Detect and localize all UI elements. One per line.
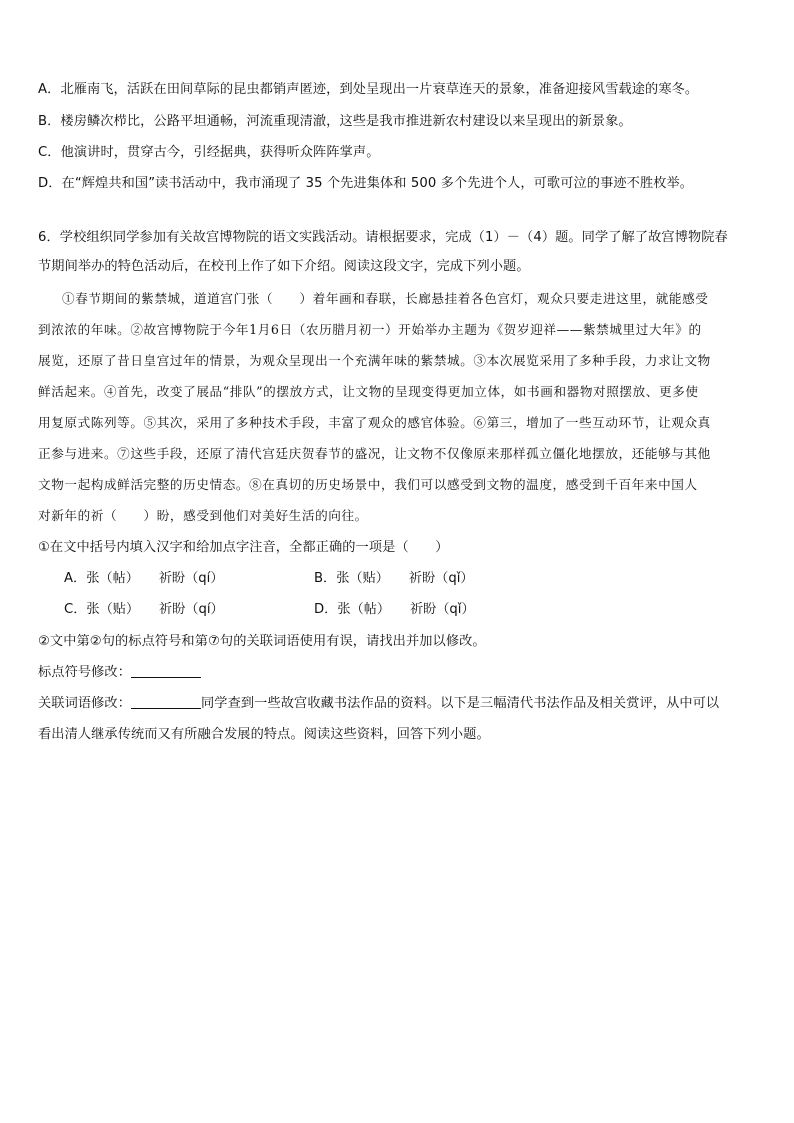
- punctuation-answer-row: [38, 663, 756, 683]
- sub2-question: ②文中第②句的标点符号和第⑦句的关联词语使用有误，请找出并加以修改。: [38, 634, 486, 649]
- continuation-line: 看出清人继承传统而又有所融合发展的特点。阅读这些资料，回答下列小题。: [38, 727, 490, 742]
- q5-option-a: A．北雁南飞，活跃在田间草际的昆虫都销声匿迹，到处呈现出一片衰草连天的景象，准备迎接风雪载途的寒冬。: [38, 82, 699, 97]
- passage-line: 展览，还原了昔日皇宫过年的情景，为观众呈现出一个充满年味的紫禁城。③本次展览采用了多种手段，力求让文物: [38, 353, 711, 368]
- passage-line: ①春节期间的紫禁城，道道宫门张（ ）着年画和春联，长廊悬挂着各色宫灯，观众只要走进这里，就能感受: [62, 291, 709, 306]
- continuation-text: 同学查到一些故宫收藏书法作品的资料。以下是三幅清代书法作品及相关赏评，从中可以: [201, 696, 720, 711]
- conjunction-answer-blank[interactable]: [131, 694, 201, 709]
- sub1-option-a: A．张（帖） 祈盼（qí）: [64, 571, 224, 586]
- passage-line: 正参与进来。⑦这些手段，还原了清代宫廷庆贺春节的盛况，让文物不仅像原来那样孤立僵化地摆放，还能够与其他: [38, 446, 711, 461]
- sub1-option-b: B．张（贴） 祈盼（qǐ）: [314, 571, 474, 586]
- q5-option-c: C．他演讲时，贯穿古今，引经据典，获得听众阵阵掌声。: [38, 145, 380, 160]
- q6-intro-line: 6．学校组织同学参加有关故宫博物院的语文实践活动。请根据要求，完成（1）－（4）题。同学了解了故宫博物院春: [38, 230, 728, 245]
- passage-line: 用复原式陈列等。⑤其次，采用了多种技术手段，丰富了观众的感官体验。⑥第三，增加了一些互动环节，让观众真: [38, 415, 711, 430]
- q5-option-b: B．楼房鳞次栉比，公路平坦通畅，河流重现清澈，这些是我市推进新农村建设以来呈现出的新景象。: [38, 114, 632, 129]
- passage-line: 对新年的祈（ ）盼，感受到他们对美好生活的向往。: [38, 508, 368, 523]
- passage-line: 文物一起构成鲜活完整的历史情态。⑧在真切的历史场景中，我们可以感受到文物的温度，感受到千百年来中国人: [38, 477, 698, 492]
- sub1-option-c: C．张（贴） 祈盼（qí）: [64, 602, 224, 617]
- punctuation-label: 标点符号修改：: [38, 665, 132, 680]
- sub1-option-d: D．张（帖） 祈盼（qǐ）: [314, 602, 475, 617]
- passage-line: 到浓浓的年味。②故宫博物院于今年1月6日（农历腊月初一）开始举办主题为《贺岁迎祥——紫禁城里过大年》的: [38, 322, 702, 337]
- conjunction-label: 关联词语修改：: [38, 696, 132, 711]
- q5-option-d: D．在“辉煌共和国”读书活动中，我市涌现了 35 个先进集体和 500 多个先进个人，可歌可泣的事迹不胜枚举。: [38, 176, 694, 191]
- conjunction-answer-row: [38, 694, 756, 714]
- q6-intro-line: 节期间举办的特色活动后，在校刊上作了如下介绍。阅读这段文字，完成下列小题。: [38, 259, 530, 274]
- sub1-question: ①在文中括号内填入汉字和给加点字注音，全都正确的一项是（ ）: [38, 540, 449, 555]
- punctuation-answer-blank[interactable]: [131, 663, 201, 678]
- passage-line: 鲜活起来。④首先，改变了展品“排队”的摆放方式，让文物的呈现变得更加立体，如书画和器物对照摆放、更多使: [38, 384, 699, 399]
